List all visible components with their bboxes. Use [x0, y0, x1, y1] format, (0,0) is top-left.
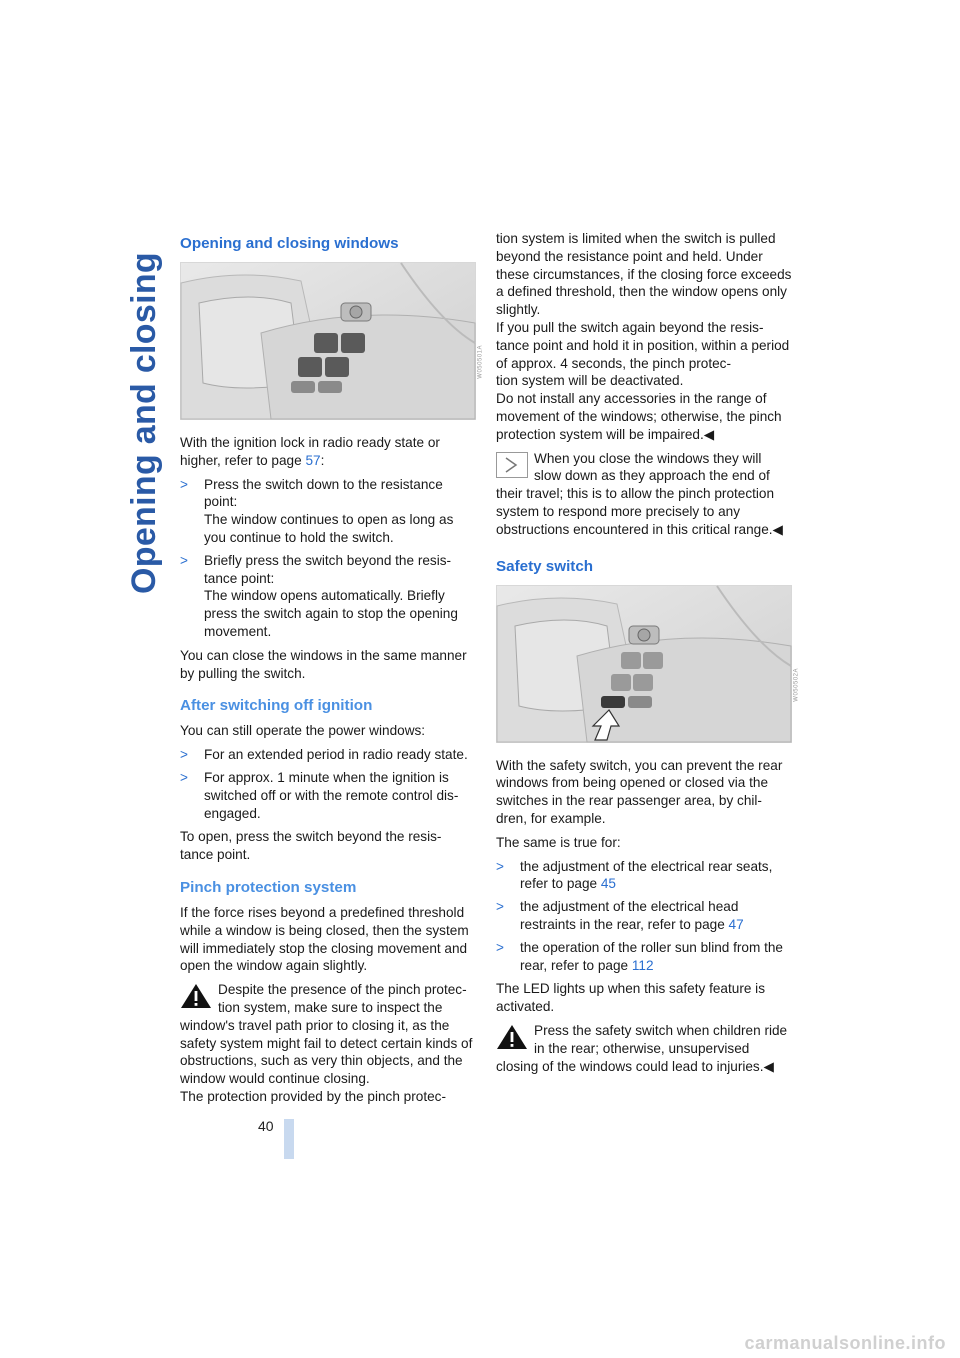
list-item: > the adjustment of the electrical rear seats, refer to page 45: [496, 858, 773, 892]
list-item: > the adjustment of the electrical head restraints in the rear, refer to page 47: [496, 899, 744, 932]
list-item: > Briefly press the switch beyond the resis- tance point: The window opens automatically. Briefly press the switch again to stop the opening movement.: [180, 552, 458, 639]
subheading-pinch-protection: Pinch protection system: [180, 878, 357, 896]
left-column: [180, 228, 484, 1112]
pinch-continuation: tion system is limited when the switch is pulled beyond the resistance point and held. Under these circumstances, if the closing force exceeds a defined threshold, then the window opens only slightly. If you pull the switch again beyond the resis- tance point and hold it in position, within a period of approx. 4 seconds, the pinch protec- tion system will be deactivated. Do not install any accessories in the range of movement of the windows; otherwise, the pinch protection system will be impaired.◀: [496, 231, 792, 442]
page-marker-bar: [284, 1119, 294, 1159]
warning-note: Press the safety switch when children ride in the rear; otherwise, unsupervised closing of the windows could lead to injuries.◀: [496, 1022, 788, 1074]
warning-triangle-icon: [496, 1024, 528, 1050]
right-column: [496, 230, 800, 1081]
after-ignition-intro: You can still operate the power windows:: [180, 723, 426, 739]
window-switch-figure: [180, 262, 484, 420]
safety-switch-figure: [496, 585, 800, 743]
list-item: > For approx. 1 minute when the ignition is switched off or with the remote control dis- engaged.: [180, 769, 459, 821]
warning-note: Despite the presence of the pinch protec- tion system, make sure to inspect the window's travel path prior to closing it, as the safety system might fail to detect certain kinds of obstructions, such as very thin objects, and the window would continue closing. The protection provided by the pinch protec-: [180, 982, 473, 1104]
after-ignition-list: [180, 746, 476, 822]
open-steps-list: [180, 476, 476, 641]
watermark: carmanualsonline.info: [744, 1333, 946, 1353]
side-section-title: Opening and closing: [125, 252, 163, 594]
page-link-112[interactable]: 112: [631, 957, 654, 973]
same-paragraph: The same is true for:: [496, 834, 621, 850]
section-heading-safety-switch: Safety switch: [496, 557, 594, 575]
figure-code: W050501A: [478, 345, 484, 379]
safety-features-list: [496, 858, 792, 975]
safety-switch-illustration: [497, 586, 791, 742]
close-paragraph: You can close the windows in the same manner by pulling the switch.: [180, 647, 467, 681]
section-heading-windows: Opening and closing windows: [180, 235, 399, 252]
note-play-icon: [496, 452, 528, 478]
info-note: When you close the windows they will slow down as they approach the end of their travel; this is to allow the pinch protection system to respond more precisely to any obstructions encountered in this critical range.◀: [496, 450, 784, 537]
page-link-57[interactable]: 57: [305, 452, 321, 468]
list-item: > the operation of the roller sun blind from the rear, refer to page 112: [496, 939, 783, 973]
page-link-45[interactable]: 45: [600, 876, 616, 892]
list-item: > Press the switch down to the resistance point: The window continues to open as long as you continue to hold the switch.: [180, 476, 454, 545]
intro-paragraph: With the ignition lock in radio ready state or higher, refer to page 57:: [180, 435, 440, 468]
open-paragraph: To open, press the switch beyond the resis- tance point.: [180, 829, 442, 863]
figure-code: W050502A: [794, 667, 800, 702]
list-item: > For an extended period in radio ready state.: [180, 747, 468, 763]
subheading-after-ignition: After switching off ignition: [180, 697, 373, 715]
page-link-47[interactable]: 47: [728, 916, 744, 932]
warning-triangle-icon: [180, 983, 212, 1009]
safety-paragraph: With the safety switch, you can prevent the rear windows from being opened or closed via the switches in the rear passenger area, by chil- dren, for example.: [496, 757, 783, 826]
pinch-paragraph: If the force rises beyond a predefined threshold while a window is being closed, then the system will immediately stop the closing movement and open the window again slightly.: [180, 904, 469, 974]
page-number: 40: [258, 1118, 274, 1134]
window-switch-illustration: [181, 263, 475, 419]
led-paragraph: The LED lights up when this safety feature is activated.: [496, 981, 765, 1015]
